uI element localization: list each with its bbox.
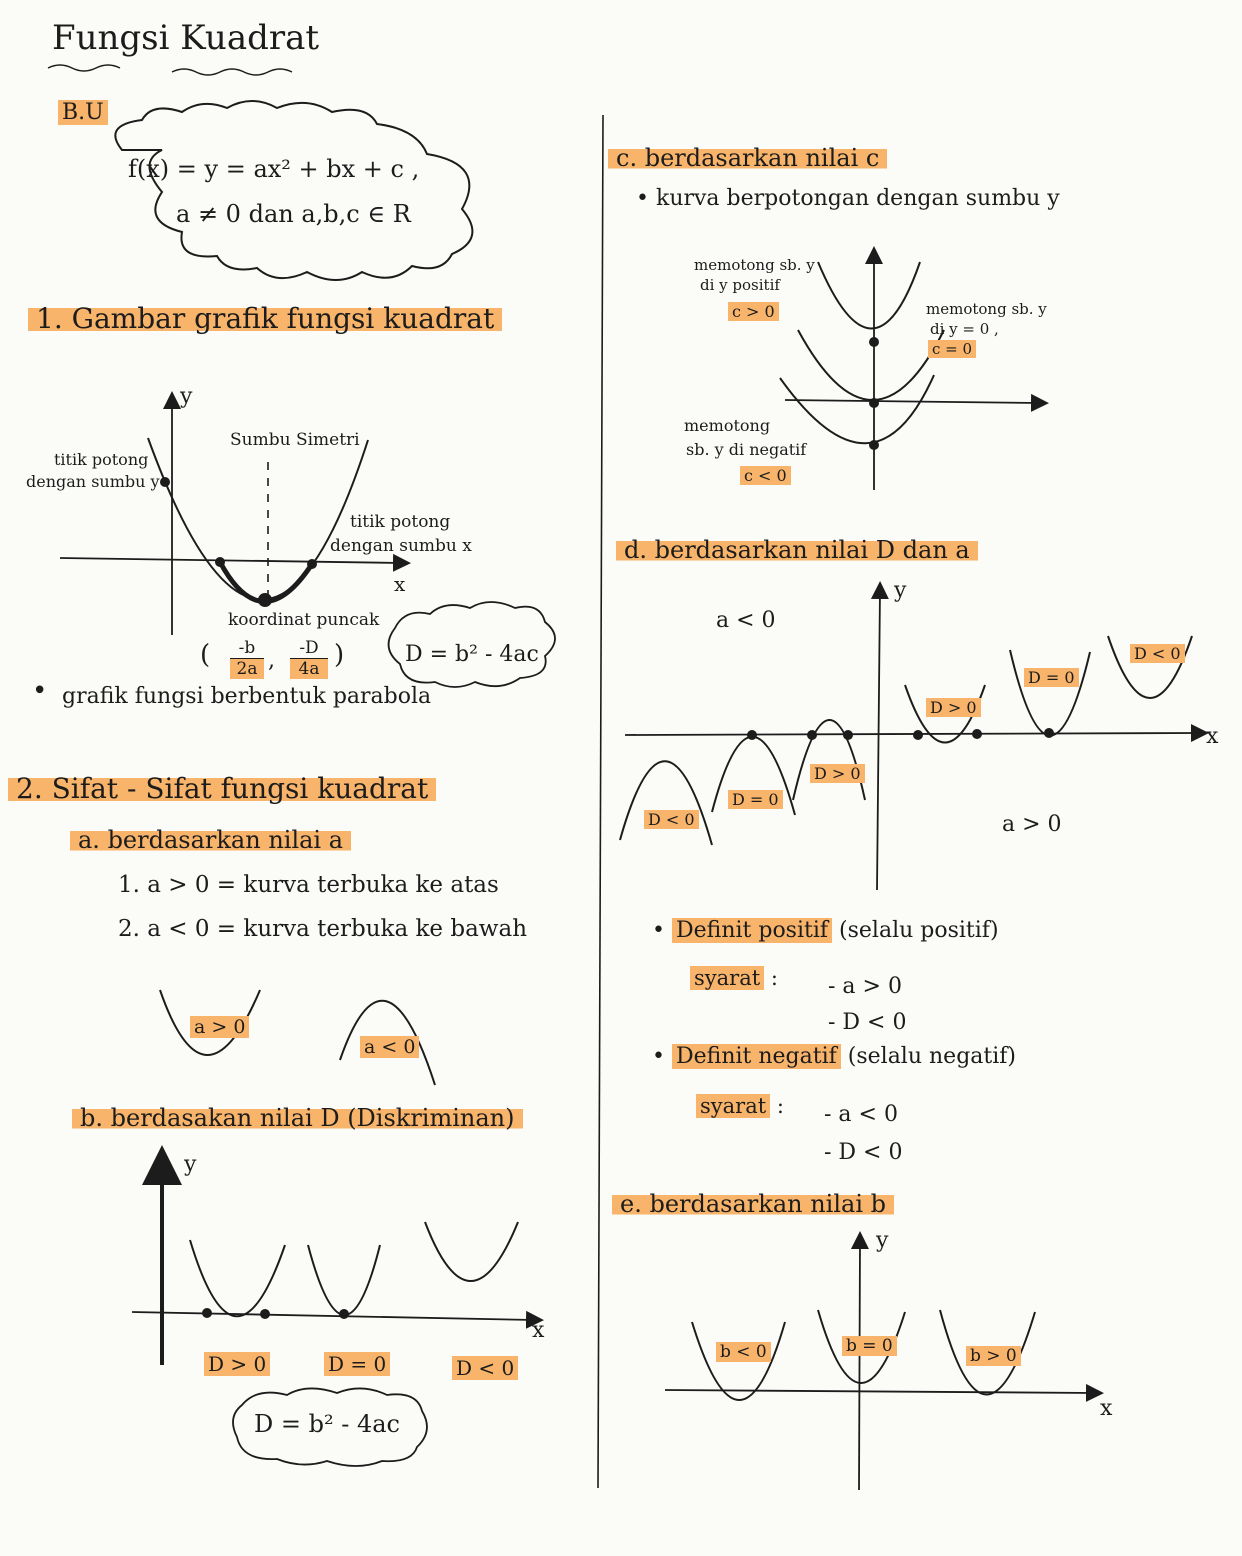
label-a-pos-d: a > 0 [1002,812,1062,837]
bullet-dot: • [32,676,48,706]
def-pos-cond-2: - D < 0 [828,1010,907,1035]
title-underline-2 [172,69,292,75]
c-neg-line2: sb. y di negatif [686,440,807,459]
section2a-heading: a. berdasarkan nilai a [70,826,351,854]
c-neg-line1: memotong [684,416,771,435]
section2d-axis-y: y [894,578,907,603]
vertex-y-den: 4a [290,659,328,679]
top-label-d-neg: D < 0 [1130,644,1185,663]
label-y-intercept-2: dengan sumbu y [26,472,160,491]
section2e-heading: e. berdasarkan nilai b [612,1190,894,1218]
def-neg-title: Definit negatif [672,1044,841,1069]
section2e-axis-y: y [876,1228,889,1253]
c-zero-line1: memotong sb. y [926,300,1047,318]
section1-axis-y: y [180,384,193,409]
vertex-x [230,638,264,679]
section2b-axis-x: x [532,1318,545,1343]
label-symmetry: Sumbu Simetri [230,430,360,450]
def-neg-note: (selalu negatif) [847,1044,1016,1069]
label-b-zero: b = 0 [842,1336,897,1356]
label-d-pos: D > 0 [204,1352,270,1376]
c-zero-line3: c = 0 [928,340,976,358]
title-underline [48,65,120,71]
c-pos-line2: di y positif [700,276,780,294]
vertex-comma: , [268,648,275,673]
top-label-d-pos: D > 0 [926,698,981,717]
def-neg-syarat: syarat : [696,1094,784,1118]
def-pos-syarat-label: syarat [690,966,764,990]
section2a-item-1: 1. a > 0 = kurva terbuka ke atas [118,872,499,898]
formula-cloud [115,101,472,280]
column-divider [598,115,603,1488]
section2d-heading: d. berdasarkan nilai D dan a [616,536,978,564]
c-pos-line1: memotong sb. y [694,256,815,274]
section2c-bullet-text: kurva berpotongan dengan sumbu y [655,186,1060,211]
label-a-neg-d: a < 0 [716,608,776,633]
section2c-bullet: • kurva berpotongan dengan sumbu y [636,186,1060,211]
def-neg-cond-1: - a < 0 [824,1102,898,1127]
vertex-x-num: -b [230,638,264,659]
def-pos-note: (selalu positif) [839,918,999,943]
def-neg-bullet: • Definit negatif (selalu negatif) [652,1044,1016,1069]
c-pos-line3: c > 0 [728,302,779,321]
label-d-zero: D = 0 [324,1352,390,1376]
label-vertex: koordinat puncak [228,610,380,630]
label-b-pos: b > 0 [966,1346,1021,1366]
discriminant-formula-1: D = b² - 4ac [405,642,539,667]
discriminant-formula-2: D = b² - 4ac [254,1410,400,1438]
c-zero-line2: di y = 0 , [930,320,999,338]
label-a-pos: a > 0 [190,1016,249,1038]
graph-section2e [665,1240,1095,1490]
bu-label: B.U [58,100,108,125]
vertex-open-paren: ( [200,640,211,670]
formula-line-1: f(x) = y = ax² + bx + c , [128,155,420,183]
page-title: Fungsi Kuadrat [52,18,320,58]
vertex-y-num: -D [290,638,328,659]
section2d-axis-x: x [1206,724,1219,749]
section2b-axis-y: y [184,1152,197,1177]
def-pos-syarat: syarat : [690,966,778,990]
section2a-item-2: 2. a < 0 = kurva terbuka ke bawah [118,916,528,942]
top-label-d-zero: D = 0 [1024,668,1079,687]
def-neg-cond-2: - D < 0 [824,1140,903,1165]
section2c-heading: c. berdasarkan nilai c [608,144,887,172]
label-d-neg: D < 0 [452,1356,518,1380]
section1-heading: 1. Gambar grafik fungsi kuadrat [28,302,502,335]
section2-heading: 2. Sifat - Sifat fungsi kuadrat [8,772,436,805]
formula-line-2: a ≠ 0 dan a,b,c ∈ R [176,200,411,228]
vertex-close-paren: ) [334,640,345,670]
label-x-intercept-2: dengan sumbu x [330,536,472,556]
vertex-y [290,638,328,679]
section1-bullet: grafik fungsi berbentuk parabola [62,684,432,709]
def-neg-syarat-label: syarat [696,1094,770,1118]
def-pos-cond-1: - a > 0 [828,974,902,999]
graph-section2d [620,590,1200,890]
label-x-intercept-1: titik potong [350,512,451,532]
section2b-heading: b. berdasakan nilai D (Diskriminan) [72,1104,523,1132]
bottom-label-d-neg: D < 0 [644,810,699,829]
section1-axis-x: x [394,572,406,596]
graph-section2b [132,1165,535,1365]
bottom-label-d-pos: D > 0 [810,764,865,783]
bottom-label-d-zero: D = 0 [728,790,783,809]
label-y-intercept-1: titik potong [54,450,149,469]
def-pos-bullet: • Definit positif (selalu positif) [652,918,999,943]
c-neg-line3: c < 0 [740,466,791,485]
label-a-neg: a < 0 [360,1036,419,1058]
graph-section2c [780,255,1040,490]
def-pos-title: Definit positif [672,918,832,943]
section2e-axis-x: x [1100,1396,1113,1421]
vertex-x-den: 2a [230,659,264,679]
label-b-neg: b < 0 [716,1342,771,1362]
